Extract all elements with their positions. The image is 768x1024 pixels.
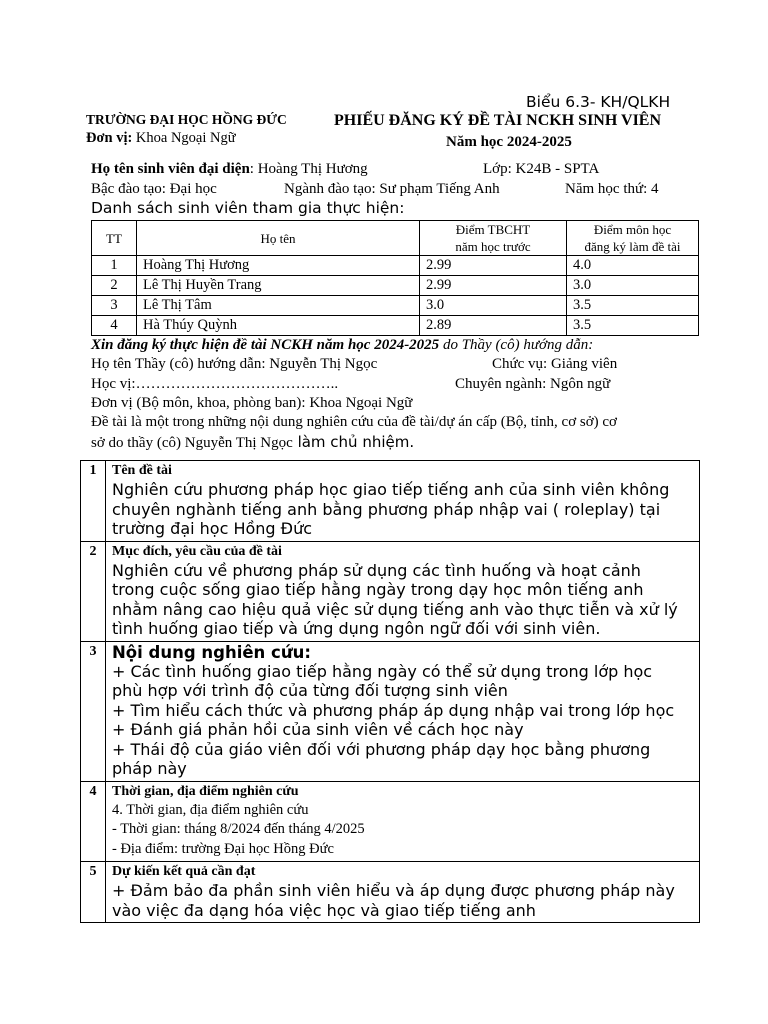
col-subject-line1: Điểm môn học [593, 222, 672, 237]
section-line: Nghiên cứu phương pháp học giao tiếp tiếng anh của sinh viên không [112, 480, 670, 499]
section-row [81, 541, 700, 641]
education-level: Bậc đào tạo: Đại học [91, 181, 217, 197]
col-name: Họ tên [137, 221, 420, 256]
section-line: - Địa điểm: trường Đại học Hồng Đức [112, 840, 334, 857]
section-title: Thời gian, địa điểm nghiên cứu [112, 783, 299, 799]
representative-label: Họ tên sinh viên đại diện [91, 161, 250, 177]
advisor-unit: Đơn vị (Bộ môn, khoa, phòng ban): Khoa Ngoại Ngữ [91, 395, 413, 411]
class-label: Lớp [483, 161, 508, 177]
statement-line-2b: làm chủ nhiệm. [292, 433, 415, 451]
row-name: Lê Thị Huyền Trang [137, 276, 420, 296]
section-line: vào việc đa dạng hóa việc học và giao tiếp tiếng anh [112, 900, 536, 920]
table-row [92, 296, 699, 316]
statement-line-2 [91, 433, 414, 452]
section-content [106, 862, 700, 923]
section-content [106, 781, 700, 862]
section-title: Nội dung nghiên cứu: [112, 642, 311, 662]
section-content [106, 641, 700, 781]
col-gpa-line2: năm học trước [455, 239, 531, 254]
col-subject-line2: đăng ký làm đề tài [584, 239, 681, 254]
row-tt: 4 [92, 316, 137, 336]
participants-table [91, 220, 699, 336]
row-subject: 3.5 [567, 316, 699, 336]
university-name: TRƯỜNG ĐẠI HỌC HỒNG ĐỨC [86, 112, 287, 127]
section-line: trong cuộc sống giao tiếp hằng ngày trong dạy học môn tiếng anh [112, 580, 644, 599]
year-of-study: Năm học thứ: 4 [565, 181, 659, 197]
section-line: + Các tình huống giao tiếp hằng ngày có thể sử dụng trong lớp học [112, 661, 653, 681]
unit-label: Đơn vị: [86, 130, 133, 146]
section-line: Nghiên cứu về phương pháp sử dụng các tình huống và hoạt cảnh [112, 560, 641, 580]
request-line [91, 337, 593, 354]
row-gpa: 2.99 [420, 256, 567, 276]
row-gpa: 2.99 [420, 276, 567, 296]
section-line: nhằm nâng cao hiệu quả việc sử dụng tiếng anh vào thực tiễn và xử lý [112, 599, 678, 619]
section-row [81, 781, 700, 862]
unit-line [86, 130, 236, 147]
col-gpa-line1: Điểm TBCHT [455, 222, 531, 237]
request-rest: do Thầy (cô) hướng dẫn: [439, 337, 594, 353]
row-tt: 1 [92, 256, 137, 276]
col-subject [567, 221, 699, 256]
row-name: Lê Thị Tâm [137, 296, 420, 316]
section-line: + Đảm bảo đa phần sinh viên hiểu và áp dụng được phương pháp này [112, 881, 675, 900]
row-gpa: 3.0 [420, 296, 567, 316]
section-number: 2 [81, 541, 106, 641]
row-name: Hoàng Thị Hương [137, 256, 420, 276]
section-title: Dự kiến kết quả cần đạt [112, 864, 256, 879]
advisor-position: Chức vụ: Giảng viên [492, 356, 618, 372]
section-number: 4 [81, 781, 106, 862]
table-row [92, 276, 699, 296]
sections-table [80, 460, 700, 923]
row-subject: 4.0 [567, 256, 699, 276]
section-content [106, 461, 700, 542]
statement-line-2a: sở do thầy (cô) Nguyễn Thị Ngọc [91, 435, 293, 451]
form-title: PHIẾU ĐĂNG KÝ ĐỀ TÀI NCKH SINH VIÊN [334, 112, 662, 129]
table-row [92, 316, 699, 336]
section-row [81, 862, 700, 923]
section-number: 1 [81, 461, 106, 542]
form-code: Biểu 6.3- KH/QLKH [526, 93, 671, 111]
advisor-degree: Học vị:………………………………….. [91, 376, 339, 392]
representative-line [91, 161, 368, 178]
representative-name: : Hoàng Thị Hương [249, 161, 368, 177]
section-line: - Thời gian: tháng 8/2024 đến tháng 4/2025 [112, 821, 365, 837]
section-line: pháp này [112, 759, 187, 778]
row-name: Hà Thúy Quỳnh [137, 316, 420, 336]
section-title: Mục đích, yêu cầu của đề tài [112, 543, 282, 559]
col-tt: TT [92, 221, 137, 256]
section-line: 4. Thời gian, địa điểm nghiên cứu [112, 801, 309, 818]
section-row [81, 461, 700, 542]
section-line: + Tìm hiểu cách thức và phương pháp áp dụng nhập vai trong lớp học [112, 700, 675, 720]
section-line: + Thái độ của giáo viên đối với phương pháp dạy học bằng phương [112, 739, 651, 759]
col-gpa [420, 221, 567, 256]
advisor-name: Họ tên Thầy (cô) hướng dẫn: Nguyễn Thị Ngọc [91, 356, 378, 372]
section-line: phù hợp với trình độ của từng đối tượng sinh viên [112, 681, 508, 700]
section-number: 5 [81, 862, 106, 923]
section-title: Tên đề tài [112, 463, 172, 478]
statement-line-1: Đề tài là một trong những nội dung nghiên cứu của đề tài/dự án cấp (Bộ, tỉnh, cơ sở) cơ [91, 414, 617, 430]
row-tt: 2 [92, 276, 137, 296]
section-row [81, 641, 700, 781]
class-value: : K24B - SPTA [507, 161, 600, 177]
unit-value: Khoa Ngoại Ngữ [135, 130, 236, 146]
section-number: 3 [81, 641, 106, 781]
advisor-specialty: Chuyên ngành: Ngôn ngữ [455, 376, 611, 392]
participants-header-row [92, 221, 699, 256]
row-subject: 3.0 [567, 276, 699, 296]
table-row [92, 256, 699, 276]
request-bold: Xin đăng ký thực hiện đề tài NCKH năm học 2024-2025 [91, 337, 440, 353]
section-content [106, 541, 700, 641]
row-subject: 3.5 [567, 296, 699, 316]
section-line: + Đánh giá phản hồi của sinh viên về cách học này [112, 720, 524, 739]
row-gpa: 2.89 [420, 316, 567, 336]
school-year: Năm học 2024-2025 [446, 134, 572, 150]
row-tt: 3 [92, 296, 137, 316]
section-line: chuyên nghành tiếng anh bằng phương pháp nhập vai ( roleplay) tại [112, 499, 661, 519]
class-line [483, 161, 599, 178]
participants-heading: Danh sách sinh viên tham gia thực hiện: [91, 199, 405, 217]
major: Ngành đào tạo: Sư phạm Tiếng Anh [284, 181, 500, 197]
section-line: tình huống giao tiếp và ứng dụng ngôn ngữ đối với sinh viên. [112, 619, 601, 638]
section-line: trường đại học Hồng Đức [112, 519, 313, 538]
